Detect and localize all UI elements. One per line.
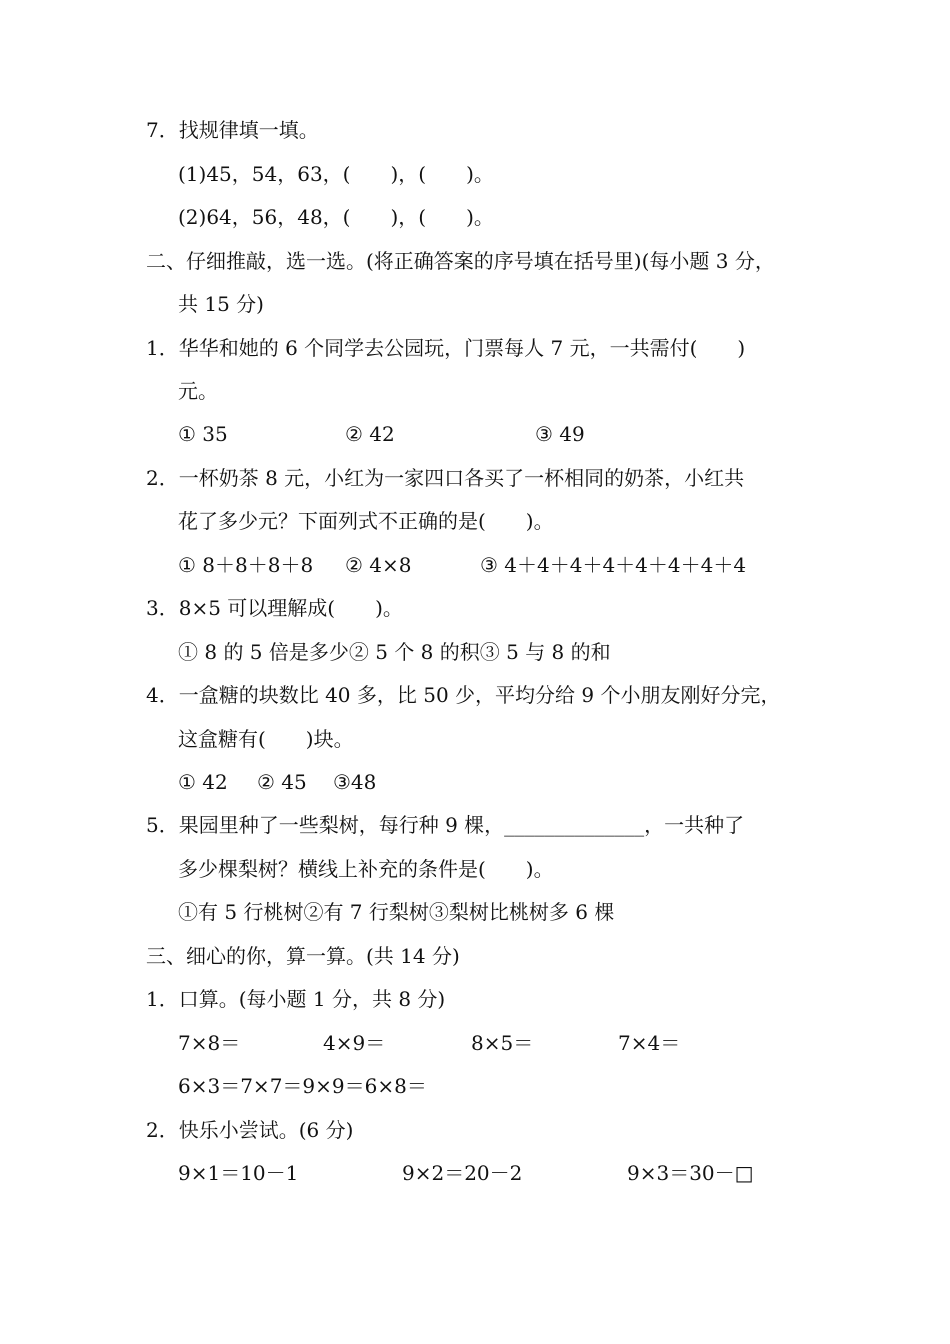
s2-q2-text: 2．一杯奶茶 8 元，小红为一家四口各买了一杯相同的奶茶，小红共 bbox=[146, 466, 745, 490]
s2-q1-option-2: ② 42 bbox=[345, 422, 395, 446]
s3-q2-equation-1: 9×1＝10－1 bbox=[178, 1161, 299, 1185]
s2-q3-text: 3．8×5 可以理解成( )。 bbox=[146, 596, 403, 620]
s3-q2-equation-3: 9×3＝30－□ bbox=[627, 1161, 754, 1185]
s3-q1-problem-2: 4×9＝ bbox=[323, 1031, 386, 1055]
s2-q4-text: 4．一盒糖的块数比 40 多，比 50 少，平均分给 9 个小朋友刚好分完， bbox=[146, 683, 781, 707]
s3-q1-problem-1: 7×8＝ bbox=[178, 1031, 241, 1055]
s2-q1-text-cont: 元。 bbox=[178, 379, 218, 403]
s3-q1-problem-4: 7×4＝ bbox=[618, 1031, 681, 1055]
s3-q2-equation-2: 9×2＝20－2 bbox=[402, 1161, 523, 1185]
section-2-header: 二、仔细推敲，选一选。(将正确答案的序号填在括号里)(每小题 3 分， bbox=[146, 249, 775, 273]
s2-q4-option-3: ③48 bbox=[333, 770, 377, 794]
s2-q4-text-cont: 这盒糖有( )块。 bbox=[178, 727, 354, 751]
s3-q1-problems-row-2: 6×3＝7×7＝9×9＝6×8＝ bbox=[178, 1074, 427, 1098]
s2-q5-text-cont: 多少棵梨树？横线上补充的条件是( )。 bbox=[178, 857, 554, 881]
s3-q1-title: 1．口算。(每小题 1 分，共 8 分) bbox=[146, 987, 446, 1011]
s2-q3-options: ① 8 的 5 倍是多少② 5 个 8 的积③ 5 与 8 的和 bbox=[178, 640, 611, 664]
s2-q2-text-cont: 花了多少元？下面列式不正确的是( )。 bbox=[178, 509, 554, 533]
s2-q4-option-2: ② 45 bbox=[257, 770, 307, 794]
s2-q2-option-3: ③ 4＋4＋4＋4＋4＋4＋4＋4 bbox=[480, 553, 747, 577]
s3-q2-title: 2．快乐小尝试。(6 分) bbox=[146, 1118, 354, 1142]
s2-q4-option-1: ① 42 bbox=[178, 770, 228, 794]
q7-item-1: (1)45，54，63，( )，( )。 bbox=[178, 162, 494, 186]
s2-q1-option-1: ① 35 bbox=[178, 422, 228, 446]
s3-q1-problem-3: 8×5＝ bbox=[471, 1031, 534, 1055]
q7-item-2: (2)64，56，48，( )，( )。 bbox=[178, 205, 494, 229]
section-3-header: 三、细心的你，算一算。(共 14 分) bbox=[146, 944, 460, 968]
q7-title: 7．找规律填一填。 bbox=[146, 118, 319, 142]
s2-q5-text: 5．果园里种了一些梨树，每行种 9 棵，______________，一共种了 bbox=[146, 813, 745, 837]
s2-q1-option-3: ③ 49 bbox=[535, 422, 585, 446]
section-2-header-cont: 共 15 分) bbox=[178, 292, 264, 316]
s2-q2-option-2: ② 4×8 bbox=[345, 553, 412, 577]
s2-q1-text: 1．华华和她的 6 个同学去公园玩，门票每人 7 元，一共需付( ) bbox=[146, 336, 746, 360]
s2-q2-option-1: ① 8＋8＋8＋8 bbox=[178, 553, 314, 577]
s2-q5-options: ①有 5 行桃树②有 7 行梨树③梨树比桃树多 6 棵 bbox=[178, 900, 615, 924]
